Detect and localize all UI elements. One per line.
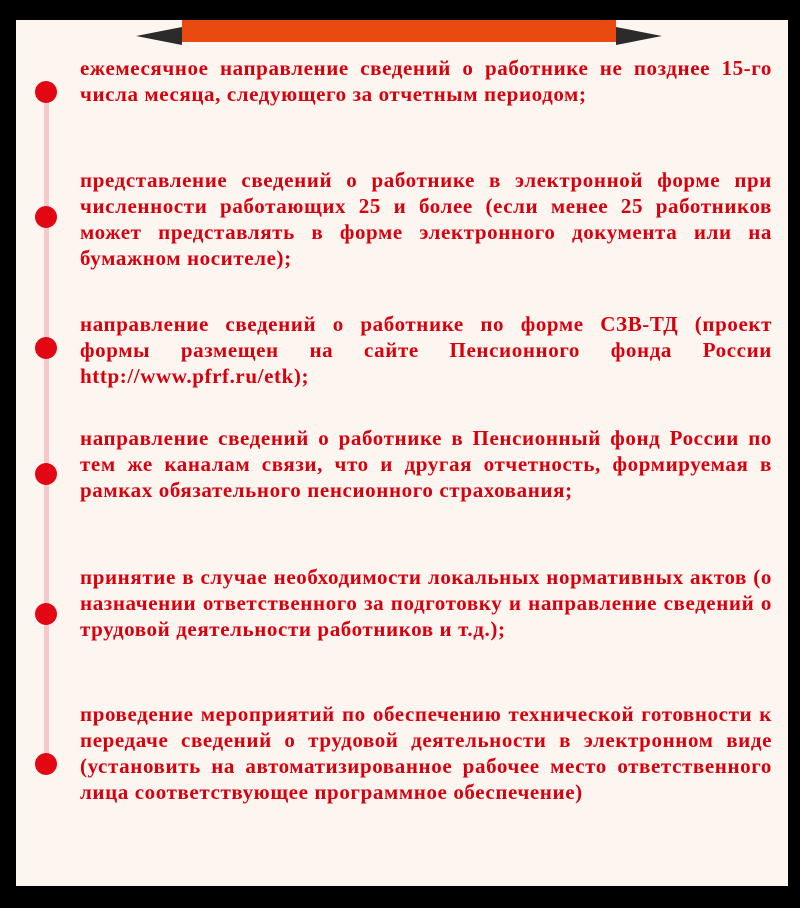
timeline-dot bbox=[35, 463, 57, 485]
list-item: направление сведений о работнике по форме СЗВ-ТД (проект формы размещен на сайте Пенсионного фонда России http://www.pfrf.ru/etk); bbox=[80, 312, 772, 388]
timeline-dot bbox=[35, 603, 57, 625]
list-item: проведение мероприятий по обеспечению технической готовности к передаче сведений о трудовой деятельности в электронном виде (установить на автоматизированное рабочее место ответственного лица соответствующее программное обеспечение) bbox=[80, 702, 772, 804]
timeline-dot bbox=[35, 206, 57, 228]
ribbon-tail-left bbox=[136, 27, 182, 45]
list-item: ежемесячное направление сведений о работнике не позднее 15-го числа месяца, следующего за отчетным периодом; bbox=[80, 56, 772, 106]
timeline-line bbox=[44, 90, 49, 766]
timeline-dot bbox=[35, 753, 57, 775]
ribbon-tail-right bbox=[616, 27, 662, 45]
list-item: принятие в случае необходимости локальных нормативных актов (о назначении ответственного за подготовку и направление сведений о трудовой деятельности работников и т.д.); bbox=[80, 565, 772, 641]
header-ribbon bbox=[182, 20, 616, 42]
list-item: направление сведений о работнике в Пенсионный фонд России по тем же каналам связи, что и другая отчетность, формируемая в рамках обязательного пенсионного страхования; bbox=[80, 426, 772, 502]
list-item: представление сведений о работнике в электронной форме при численности работающих 25 и более (если менее 25 работников может представлять в форме электронного документа или на бумажном носителе); bbox=[80, 168, 772, 270]
timeline-dot bbox=[35, 81, 57, 103]
timeline-dot bbox=[35, 337, 57, 359]
